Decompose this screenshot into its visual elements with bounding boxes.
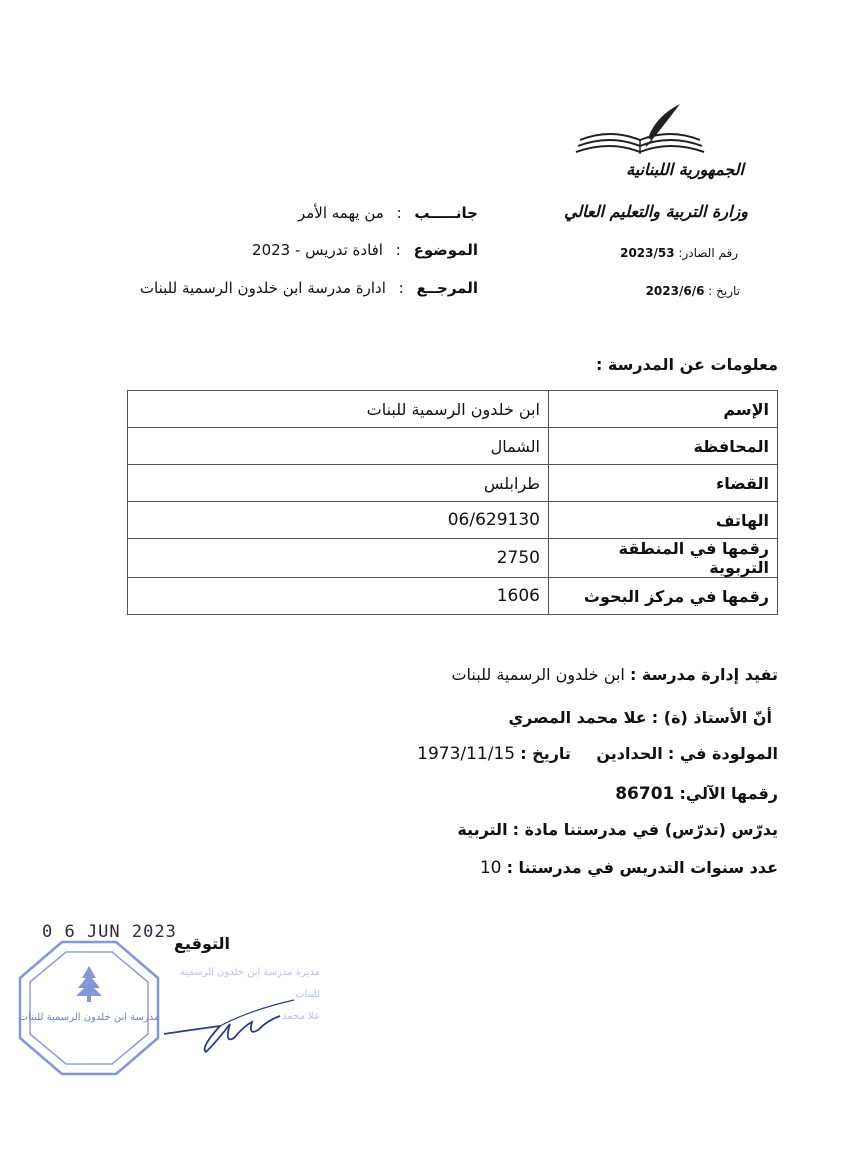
row-label: الهاتف	[549, 502, 778, 539]
employee-number: 86701	[615, 784, 675, 804]
school-info-title: معلومات عن المدرسة :	[595, 355, 778, 374]
subject-line	[252, 241, 478, 259]
signature-label: التوقيع	[174, 934, 230, 953]
addressee-separator: :	[396, 204, 402, 222]
stamp-line: للبنات	[295, 989, 320, 1000]
birth-date-label: تاريخ :	[520, 744, 571, 763]
birth-place-label: المولودة في :	[667, 744, 778, 763]
employee-number-label: رقمها الآلي:	[679, 784, 778, 803]
row-label: رقمها في المنطقة التربوية	[549, 539, 778, 578]
birth-date: 1973/11/15	[417, 744, 516, 764]
outgoing-number	[620, 246, 738, 260]
table-row	[128, 578, 778, 615]
certify-line	[451, 665, 778, 684]
date-stamp: 0 6 JUN 2023	[42, 922, 177, 942]
republic-title: الجمهورية اللبنانية	[626, 160, 744, 179]
letter-date-value: 2023/6/6	[645, 284, 705, 298]
subject-value: افادة تدريس - 2023	[252, 241, 383, 259]
row-label: رقمها في مركز البحوث	[549, 578, 778, 615]
teaching-years-line	[480, 858, 778, 878]
teaching-years: 10	[479, 858, 502, 878]
reference-line	[140, 279, 478, 297]
reference-label: المرجــع	[416, 279, 478, 297]
row-value: ابن خلدون الرسمية للبنات	[128, 391, 549, 428]
handwritten-signature	[160, 990, 300, 1060]
reference-separator: :	[398, 279, 404, 297]
row-label: الإسم	[549, 391, 778, 428]
birth-line	[417, 744, 778, 764]
subject-taught-line	[457, 820, 778, 839]
row-value: 1606	[128, 578, 549, 615]
row-value: الشمال	[128, 428, 549, 465]
row-value: طرابلس	[128, 465, 549, 502]
teacher-name: علا محمد المصري	[508, 708, 647, 727]
table-row	[128, 539, 778, 578]
seal-text: مدرسة ابن خلدون الرسمية للبنات	[18, 1012, 160, 1023]
addressee-label: جانـــــب	[414, 204, 478, 222]
teacher-line	[508, 708, 772, 727]
ministry-title: وزارة التربية والتعليم العالي	[563, 202, 748, 221]
ministry-emblem-icon	[572, 100, 708, 156]
row-label: المحافظة	[549, 428, 778, 465]
subject-taught-label: يدرّس (تدرّس) في مدرستنا مادة :	[512, 820, 778, 839]
row-value: 2750	[128, 539, 549, 578]
subject-label: الموضوع	[413, 241, 478, 259]
subject-taught: التربية	[457, 820, 508, 839]
teaching-years-label: عدد سنوات التدريس في مدرستنا :	[506, 858, 778, 877]
subject-separator: :	[395, 241, 401, 259]
addressee-line	[298, 204, 478, 222]
employee-number-line	[615, 784, 778, 804]
certify-school: ابن خلدون الرسمية للبنات	[451, 665, 625, 684]
school-info-table	[127, 390, 778, 615]
school-seal-icon	[14, 938, 164, 1078]
table-row	[128, 502, 778, 539]
addressee-value: من يهمه الأمر	[297, 204, 384, 222]
table-row	[128, 428, 778, 465]
letter-date	[646, 284, 740, 298]
outgoing-number-value: 2023/53	[620, 246, 675, 260]
table-row	[128, 465, 778, 502]
certify-label: تفيد إدارة مدرسة :	[629, 665, 778, 684]
outgoing-number-label: رقم الصادر:	[678, 246, 738, 260]
table-row	[128, 391, 778, 428]
reference-value: ادارة مدرسة ابن خلدون الرسمية للبنات	[139, 279, 386, 297]
letter-date-label: تاريخ :	[708, 284, 740, 298]
stamp-line: مديرة مدرسة ابن خلدون الرسمية	[179, 967, 320, 978]
birth-place: الحدادين	[596, 744, 663, 763]
stamp-line: علا محمد	[282, 1011, 320, 1022]
row-value: 06/629130	[128, 502, 549, 539]
teacher-label: أنّ الأستاذ (ة) :	[651, 708, 772, 727]
row-label: القضاء	[549, 465, 778, 502]
